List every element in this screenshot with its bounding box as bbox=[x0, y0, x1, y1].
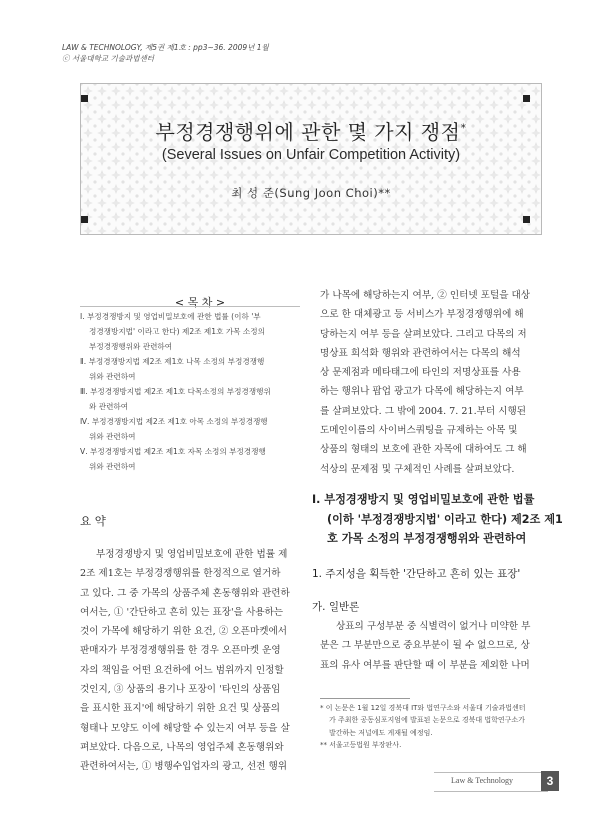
toc-line: 부정경쟁행위와 관련하여 bbox=[89, 342, 173, 351]
toc-item bbox=[80, 414, 300, 444]
summary-heading: 요 약 bbox=[80, 514, 106, 528]
toc-line: Ⅴ. 부정경쟁방지법 제2조 제1호 자목 소정의 부정경쟁행 bbox=[80, 447, 266, 456]
journal-copyright: ⓒ 서울대학교 기술과법센터 bbox=[62, 54, 154, 63]
body-line: 여서는, ① '간단하고 흔히 있는 표장'을 사용하는 bbox=[80, 606, 284, 618]
body-line: 판매자가 부정경쟁행위를 한 경우 오픈마켓 운영 bbox=[80, 645, 281, 657]
body-line: 석상의 문제점 및 구체적인 사례를 살펴보았다. bbox=[320, 463, 515, 475]
body-line: 표의 유사 여부를 판단할 때 이 부분을 제외한 나머 bbox=[320, 659, 530, 671]
corner-mark bbox=[81, 216, 88, 223]
article-title-ko bbox=[81, 116, 541, 145]
section-heading-line: 호 가목 소정의 부정경쟁행위와 관련하여 bbox=[327, 532, 527, 545]
summary-body bbox=[80, 545, 304, 777]
toc-line: 정경쟁방지법' 이라고 한다) 제2조 제1호 가목 소정의 bbox=[89, 327, 265, 336]
corner-mark bbox=[81, 95, 88, 102]
footnote-line: ** 서울고등법원 부장판사. bbox=[320, 741, 402, 750]
summary-body-continued bbox=[320, 286, 542, 479]
footnote-line: 가 주최한 공동심포지엄에 발표된 논문으로 경북대 법학연구소가 bbox=[329, 716, 525, 725]
body-line: 를 살펴보았다. 그 밖에 2004. 7. 21.부터 시행된 bbox=[320, 405, 527, 417]
body-line: 형태나 모양도 이에 해당할 수 있는지 여부 등을 살 bbox=[80, 722, 290, 734]
article-title-en: (Several Issues on Unfair Competition Activity) bbox=[161, 147, 461, 163]
body-line: 가 나목에 해당하는지 여부, ② 인터넷 포털을 대상 bbox=[320, 290, 531, 301]
subsection-heading: 1. 주지성을 획득한 '간단하고 흔히 있는 표장' bbox=[312, 568, 521, 580]
page-number: 3 bbox=[541, 771, 559, 791]
body-line: 도메인이름의 사이버스쿼팅을 규제하는 아목 및 bbox=[320, 425, 518, 437]
toc-line: 위와 관련하여 bbox=[89, 372, 136, 381]
toc-line: Ⅱ. 부정경쟁방지법 제2조 제1호 나목 소정의 부정경쟁행 bbox=[80, 357, 265, 366]
toc-line: 위와 관련하여 bbox=[89, 432, 136, 441]
body-line: 2조 제1호는 부정경쟁행위를 한정적으로 열거하 bbox=[80, 568, 281, 580]
section-heading bbox=[312, 490, 563, 549]
body-line: 으로 한 대체광고 등 서비스가 부정경쟁행위에 해 bbox=[320, 309, 524, 321]
section-heading-line: Ⅰ. 부정경쟁방지 및 영업비밀보호에 관한 법률 bbox=[312, 493, 535, 506]
title-footnote-mark: * bbox=[460, 121, 467, 135]
toc-title: < 목 차 > bbox=[174, 296, 226, 309]
body-line: 자의 책임을 어떤 요건하에 어느 범위까지 인정할 bbox=[80, 664, 284, 676]
subsubsection-heading: 가. 일반론 bbox=[312, 601, 360, 613]
body-line: 것인지, ③ 상품의 용기나 포장이 '타인의 상품임 bbox=[80, 684, 281, 696]
journal-header bbox=[62, 42, 269, 64]
body-line: 하는 행위나 팝업 광고가 다목에 해당하는지 여부 bbox=[320, 386, 524, 398]
footnote-line: * 이 논문은 1월 12일 경북대 IT와 법연구소와 서울대 기술과법센터 bbox=[320, 704, 526, 712]
section-body bbox=[320, 617, 542, 675]
footnote-rule bbox=[320, 698, 410, 699]
toc-line: Ⅳ. 부정경쟁방지법 제2조 제1호 아목 소정의 부정경쟁행 bbox=[80, 417, 268, 426]
table-of-contents bbox=[80, 306, 300, 474]
toc-line: Ⅲ. 부정경쟁방지법 제2조 제1호 다목소정의 부정경쟁행위 bbox=[80, 387, 271, 396]
corner-mark bbox=[523, 95, 530, 102]
toc-item bbox=[80, 444, 300, 474]
body-line: 관련하여서는, ① 병행수입업자의 광고, 선전 행위 bbox=[80, 761, 288, 773]
body-line: 고 있다. 그 중 가목의 상품주체 혼동행위와 관련하 bbox=[80, 587, 290, 599]
toc-item bbox=[80, 354, 300, 384]
toc-line: 와 관련하여 bbox=[89, 402, 129, 411]
footnotes bbox=[320, 702, 550, 752]
author: 최 성 준(Sung Joon Choi)** bbox=[231, 186, 391, 200]
toc-item bbox=[80, 384, 300, 414]
footnote-line: 발간하는 저널에도 게재될 예정임. bbox=[329, 728, 433, 737]
corner-mark bbox=[523, 216, 530, 223]
toc-line: Ⅰ. 부정경쟁방지 및 영업비밀보호에 관한 법률 (이하 '부 bbox=[80, 312, 261, 321]
body-line: 명상표 희석화 행위와 관련하여서는 다목의 해석 bbox=[320, 347, 521, 359]
body-line: 당하는지 여부 등을 살펴보았다. 그리고 다목의 저 bbox=[320, 328, 527, 340]
toc-line: 위와 관련하여 bbox=[89, 462, 136, 471]
body-line: 상 문제점과 메타태그에 타인의 저명상표를 사용 bbox=[320, 367, 521, 379]
section-heading-line: (이하 '부정경쟁방지법' 이라고 한다) 제2조 제1 bbox=[327, 512, 563, 526]
journal-citation: LAW & TECHNOLOGY, 제5권 제1호 : pp3~36. 2009년 1월 bbox=[62, 43, 269, 52]
title-banner bbox=[80, 83, 542, 235]
body-line: 을 표시한 표지'에 해당하기 위한 요건 및 상품의 bbox=[80, 703, 281, 715]
body-line: 상표의 구성부분 중 식별력이 없거나 미약한 부 bbox=[336, 621, 531, 632]
body-line: 것이 가목에 해당하기 위한 요건, ② 오픈마켓에서 bbox=[80, 626, 288, 638]
footer-journal-label: Law & Technology bbox=[451, 776, 513, 785]
body-line: 펴보았다. 다음으로, 나목의 영업주체 혼동행위와 bbox=[80, 741, 284, 753]
body-line: 상품의 형태의 보호에 관한 자목에 대하여도 그 해 bbox=[320, 444, 527, 456]
body-line: 분은 그 부분만으로 중요부분이 될 수 없으므로, 상 bbox=[320, 640, 530, 652]
toc-item bbox=[80, 309, 300, 354]
title-ko-text: 부정경쟁행위에 관한 몇 가지 쟁점 bbox=[155, 120, 461, 144]
body-line: 부정경쟁방지 및 영업비밀보호에 관한 법률 제 bbox=[96, 549, 288, 560]
